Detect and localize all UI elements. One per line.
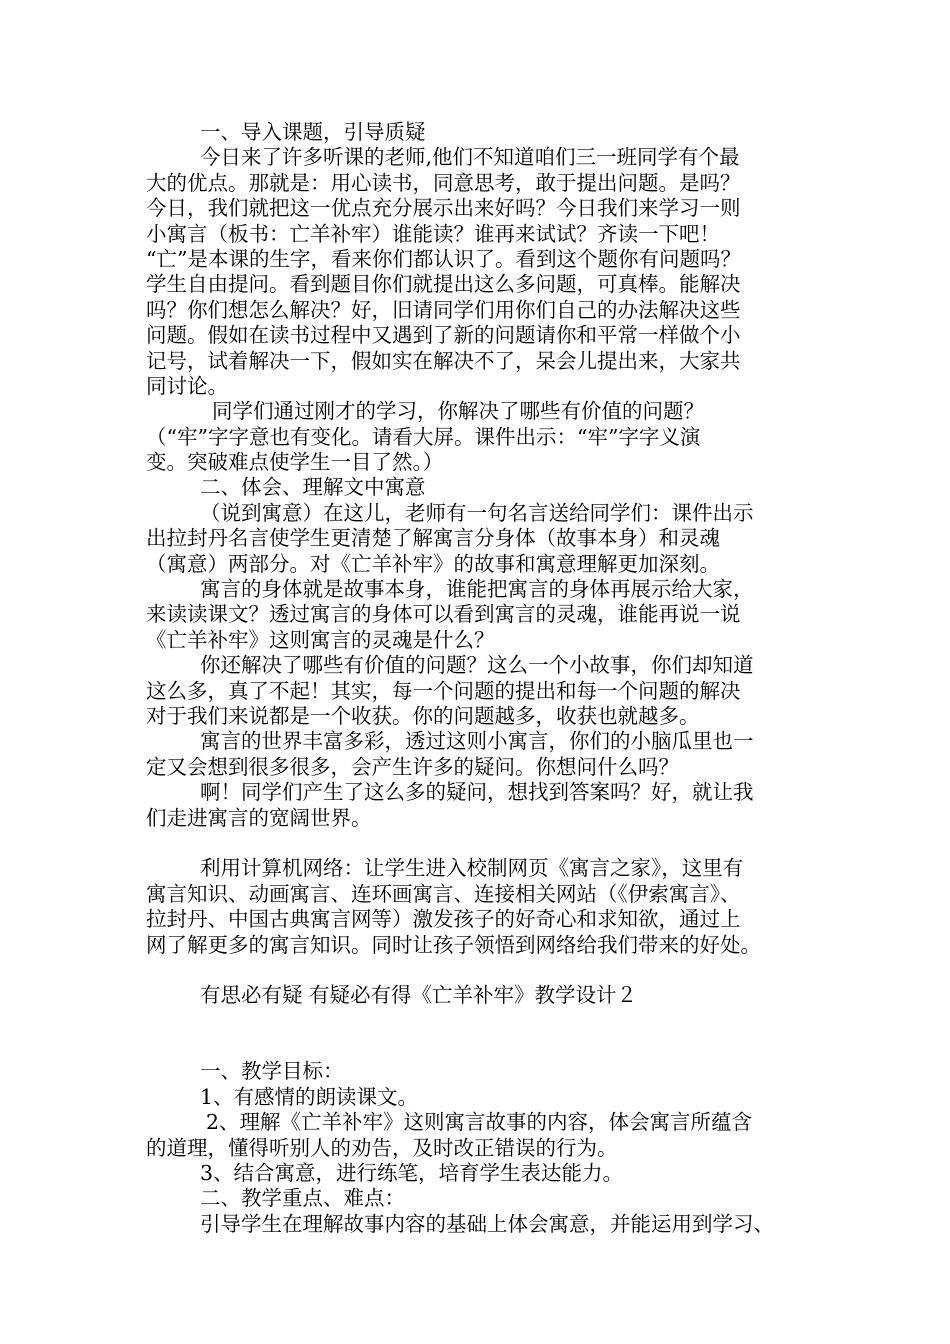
paragraph-line: 同学们通过刚才的学习，你解决了哪些有价值的问题？: [212, 399, 704, 424]
paragraph-line: 出拉封丹名言使学生更清楚了解寓言分身体（故事本身）和灵魂: [146, 526, 720, 551]
document-page: [146, 120, 814, 1237]
paragraph-line: 啊！同学们产生了这么多的疑问，想找到答案吗？好，就让我: [200, 780, 754, 805]
list-item: 3、结合寓意，进行练笔，培育学生表达能力。: [200, 1161, 624, 1186]
list-item-continuation: 的道理，懂得听别人的劝告，及时改正错误的行为。: [146, 1135, 618, 1160]
paragraph-line: 学生自由提问。看到题目你们就提出这么多问题，可真棒。能解决: [146, 272, 741, 297]
document-subtitle: 有思必有疑 有疑必有得《亡羊补牢》教学设计２: [200, 983, 638, 1008]
paragraph-line: 寓言的世界丰富多彩，透过这则小寓言，你们的小脑瓜里也一: [200, 729, 754, 754]
paragraph-line: 变。突破难点使学生一目了然。）: [146, 450, 444, 475]
section-heading-goals: 一、教学目标：: [200, 1059, 344, 1084]
paragraph-line: （寓意）两部分。对《亡羊补牢》的故事和寓意理解更加深刻。: [146, 551, 720, 576]
paragraph-line: 网了解更多的寓言知识。同时让孩子领悟到网络给我们带来的好处。: [146, 932, 761, 957]
list-item: 2、理解《亡羊补牢》这则寓言故事的内容，体会寓言所蕴含: [206, 1110, 753, 1135]
section-heading-intro: 一、导入课题，引导质疑: [200, 120, 426, 144]
paragraph-line: 吗？你们想怎么解决？好，旧请同学们用你们自己的办法解决这些: [146, 297, 741, 322]
paragraph-line: 引导学生在理解故事内容的基础上体会寓意，并能运用到学习、: [200, 1211, 774, 1236]
paragraph-line: 们走进寓言的宽阔世界。: [146, 805, 372, 830]
paragraph-line: 今日，我们就把这一优点充分展示出来好吗？今日我们来学习一则: [146, 196, 741, 221]
spacer: [146, 1009, 814, 1060]
paragraph-line: 同讨论。: [146, 373, 228, 398]
paragraph-line: 你还解决了哪些有价值的问题？这么一个小故事，你们却知道: [200, 653, 754, 678]
paragraph-line: 寓言知识、动画寓言、连环画寓言、连接相关网站（《伊索寓言》、: [146, 881, 741, 906]
paragraph-line: 《亡羊补牢》这则寓言的灵魂是什么？: [146, 627, 495, 652]
paragraph-line: 记号，试着解决一下，假如实在解决不了，呆会儿提出来，大家共: [146, 348, 741, 373]
list-item: 1、有感情的朗读课文。: [200, 1084, 419, 1109]
paragraph-line: 小寓言（板书：亡羊补牢）谁能读？谁再来试试？齐读一下吧！: [146, 221, 720, 246]
paragraph-line: （说到寓意）在这儿，老师有一句名言送给同学们：课件出示: [200, 500, 754, 525]
paragraph-line: 拉封丹、中国古典寓言网等）激发孩子的好奇心和求知欲，通过上: [146, 907, 741, 932]
paragraph-line: 来读读课文？透过寓言的身体可以看到寓言的灵魂，谁能再说一说: [146, 602, 741, 627]
paragraph-line: 大的优点。那就是：用心读书，同意思考，敢于提出问题。是吗？: [146, 170, 741, 195]
paragraph-line: 利用计算机网络：让学生进入校制网页《寓言之家》，这里有: [200, 856, 744, 881]
spacer: [146, 958, 814, 983]
section-heading-meaning: 二、体会、理解文中寓意: [200, 475, 426, 500]
paragraph-line: 定又会想到很多很多，会产生许多的疑问。你想问什么吗？: [146, 754, 679, 779]
paragraph-line: 问题。假如在读书过程中又遇到了新的问题请你和平常一样做个小: [146, 323, 741, 348]
paragraph-line: 今日来了许多听课的老师,他们不知道咱们三一班同学有个最: [200, 145, 740, 170]
paragraph-line: 寓言的身体就是故事本身，谁能把寓言的身体再展示给大家，: [200, 577, 754, 602]
paragraph-line: “亡”是本课的生字，看来你们都认识了。看到这个题你有问题吗？: [146, 246, 741, 271]
section-heading-key-points: 二、教学重点、难点：: [200, 1186, 405, 1211]
paragraph-line: （“牢”字字意也有变化。请看大屏。课件出示：“牢”字字义演: [146, 424, 701, 449]
paragraph-line: 这么多，真了不起！其实，每一个问题的提出和每一个问题的解决: [146, 678, 741, 703]
spacer: [146, 831, 814, 856]
paragraph-line: 对于我们来说都是一个收获。你的问题越多，收获也就越多。: [146, 703, 700, 728]
